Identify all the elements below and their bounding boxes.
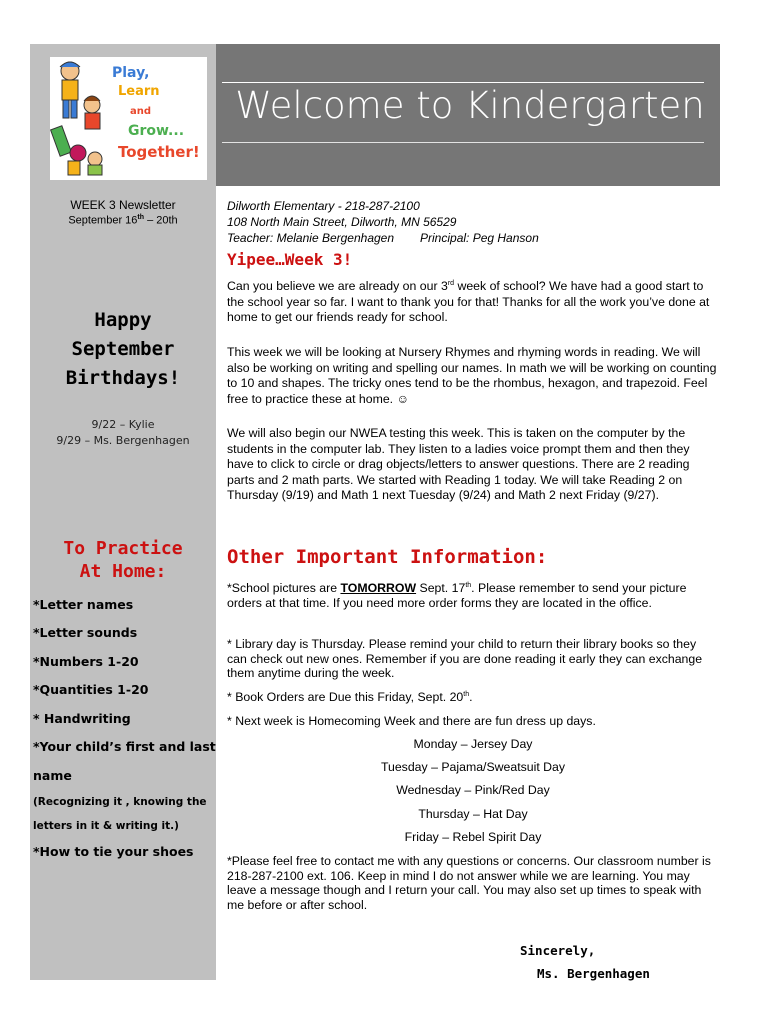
- practice-note: (Recognizing it , knowing the: [33, 796, 207, 808]
- paragraph-nwea: We will also begin our NWEA testing this week. This is taken on the computer by the students in the computer lab. They listen to a ladies voice prompt them and then they have to click to circle or drag objects/letters to answer questions. There are 2 reading parts and 2 math parts. We started with Reading 1 today. We will take Reading 2 on Thursday (9/19) and Math 1 next Tuesday (9/24) and Math 2 next Friday (9/27).: [227, 426, 690, 503]
- other-info-heading: Other Important Information:: [227, 546, 548, 568]
- practice-item: *Numbers 1-20: [33, 654, 139, 669]
- practice-heading: To Practice At Home:: [63, 538, 183, 582]
- practice-note: letters in it & writing it.): [33, 820, 179, 832]
- practice-item: *How to tie your shoes: [33, 844, 194, 859]
- staff-line: [227, 231, 707, 245]
- kids-illustration-icon: [50, 57, 207, 180]
- dress-up-day: Thursday – Hat Day: [418, 807, 528, 821]
- banner-top-rule: [222, 82, 704, 83]
- teacher-name: Teacher: Melanie Bergenhagen: [227, 231, 395, 245]
- info-homecoming: * Next week is Homecoming Week and there are fun dress up days.: [227, 714, 596, 728]
- school-name: Dilworth Elementary - 218-287-2100: [227, 199, 420, 213]
- header-banner: [216, 44, 720, 186]
- dress-up-day: Wednesday – Pink/Red Day: [396, 783, 550, 797]
- practice-item: *Letter names: [33, 597, 134, 612]
- info-pictures: *School pictures are TOMORROW Sept. 17th. Please remember to send your picture orders at that time. If you need more order forms they are located in the office.: [227, 581, 687, 610]
- paragraph-intro: Can you believe we are already on our 3rd week of school? We have had a good start to the school year so far. I want to thank you for that! Thanks for all the work you’ve done at home to get our friends ready for school.: [227, 279, 710, 325]
- dress-up-day: Monday – Jersey Day: [413, 737, 533, 751]
- school-address: 108 North Main Street, Dilworth, MN 56529: [227, 215, 457, 229]
- logo-text-learn: Learn: [118, 84, 160, 99]
- info-book-orders: * Book Orders are Due this Friday, Sept. 20th.: [227, 690, 473, 704]
- newsletter-dates: September 16th – 20th: [68, 214, 178, 227]
- practice-item: * Handwriting: [33, 711, 131, 726]
- closing-signature: Ms. Bergenhagen: [537, 966, 650, 981]
- sidebar-panel: [30, 44, 216, 980]
- week-heading: Yipee…Week 3!: [227, 250, 353, 269]
- practice-item: name: [33, 768, 72, 783]
- logo-text-together: Together!: [118, 143, 200, 161]
- principal-name: Principal: Peg Hanson: [420, 231, 539, 245]
- practice-item: *Your child’s first and last: [33, 739, 216, 754]
- info-library: * Library day is Thursday. Please remind your child to return their library books so they can check out new ones. Remember if you are done reading it early they can exchange them anytime during the week.: [227, 637, 703, 680]
- play-learn-grow-logo: [50, 57, 207, 180]
- closing-sincerely: Sincerely,: [520, 943, 596, 958]
- contact-paragraph: *Please feel free to contact me with any questions or concerns. Our classroom number is 218-287-2100 ext. 106. Keep in mind I do not answer while we are learning. You may leave a message though and I return your call. You may also set up times to speak with me before or after school.: [227, 854, 711, 912]
- newsletter-week: WEEK 3 Newsletter: [70, 198, 176, 212]
- paragraph-curriculum: This week we will be looking at Nursery Rhymes and rhyming words in reading. We will also be working on writing and spelling our names. In math we will be working on counting to 10 and shapes. The tricky ones tend to be the rhombus, hexagon, and trapezoid. Feel free to practice these at home. ☺: [227, 345, 717, 406]
- logo-text-grow: Grow...: [128, 123, 185, 139]
- logo-text-play: Play,: [112, 65, 150, 81]
- page-title: Welcome to Kindergarten: [235, 84, 705, 127]
- dress-up-day: Friday – Rebel Spirit Day: [404, 830, 542, 844]
- logo-text-and: and: [130, 106, 152, 117]
- dress-up-day: Tuesday – Pajama/Sweatsuit Day: [380, 760, 566, 774]
- birthday-entry: 9/22 – Kylie: [91, 418, 155, 431]
- birthday-heading: Happy September Birthdays!: [65, 309, 181, 389]
- practice-item: *Letter sounds: [33, 625, 138, 640]
- birthday-entry: 9/29 – Ms. Bergenhagen: [56, 434, 190, 447]
- banner-bottom-rule: [222, 142, 704, 143]
- practice-item: *Quantities 1-20: [33, 682, 149, 697]
